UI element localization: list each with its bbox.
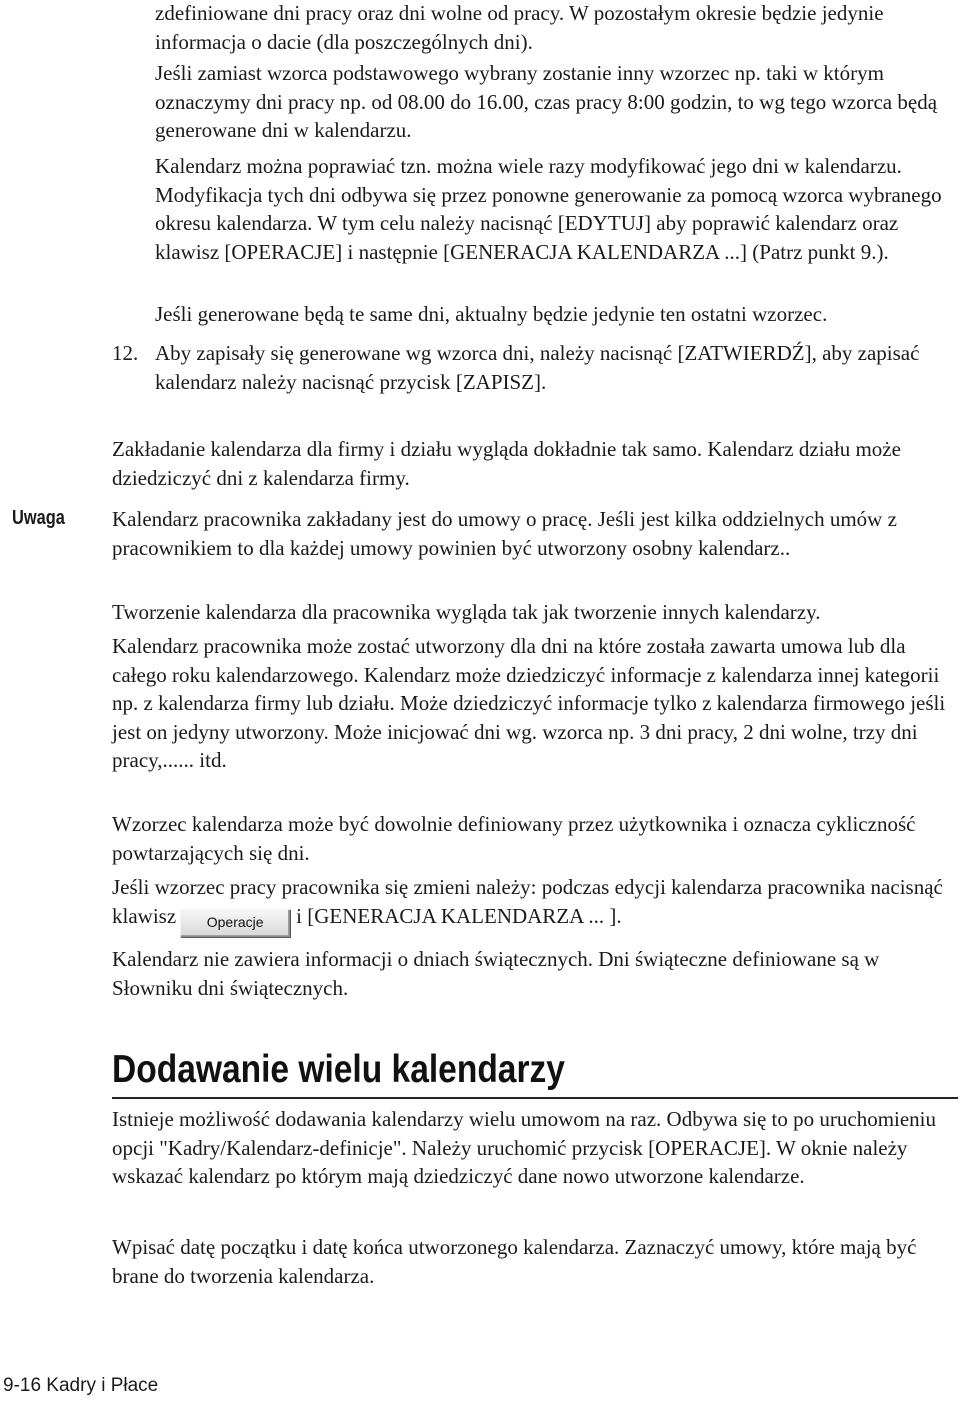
note-inheritance: Kalendarz pracownika może zostać utworzony dla dni na które została zawarta umowa lub dla całego roku kalendarzowego. Kalendarz może dziedziczyć informacje z kalendarza innej kategorii np. z kalendarza firmy lub działu. Może dziedziczyć informacje tylko z kalendarza firmowego jeśli jest on jedyny utworzony. Może inicjować dni wg. wzorca np. 3 dni pracy, 2 dni wolne, trzy dni pracy,...... itd. [112, 634, 946, 772]
note-creating-employee-calendar: Tworzenie kalendarza dla pracownika wygląda tak jak tworzenie innych kalendarzy. [112, 600, 821, 624]
paragraph-calendar-edit: Kalendarz można poprawiać tzn. można wiele razy modyfikować jego dni w kalendarzu. Modyfikacja tych dni odbywa się przez ponowne generowanie za pomocą wzorca wybranego okresu kalendarza. W tym celu należy nacisnąć [EDYTUJ] aby poprawić kalendarz oraz klawisz [OPERACJE] i następnie [GENERACJA KALENDARZA ...] (Patrz punkt 9.). [155, 154, 942, 264]
operacje-button-image: Operacje [180, 909, 290, 937]
paragraph-last-pattern: Jeśli generowane będą te same dni, aktualny będzie jedynie ten ostatni wzorzec. [155, 302, 828, 326]
note-employee-calendar: Kalendarz pracownika zakładany jest do umowy o pracę. Jeśli jest kilka oddzielnych umów z pracownikiem to dla każdej umowy powinien być utworzony osobny kalendarz.. [112, 507, 897, 560]
note-holidays: Kalendarz nie zawiera informacji o dniach świątecznych. Dni świąteczne definiowane są w Słowniku dni świątecznych. [112, 947, 880, 1000]
section-paragraph-1: Istnieje możliwość dodawania kalendarzy wielu umowom na raz. Odbywa się to po uruchomieniu opcji "Kadry/Kalendarz-definicje". Należy uruchomić przycisk [OPERACJE]. W oknie należy wskazać kalendarz po którym mają dziedziczyć dane nowo utworzone kalendarze. [112, 1107, 937, 1188]
note-company-department: Zakładanie kalendarza dla firmy i działu wygląda dokładnie tak samo. Kalendarz działu może dziedziczyć dni z kalendarza firmy. [112, 437, 901, 490]
section-heading: Dodawanie wielu kalendarzy [112, 1048, 565, 1091]
section-paragraph-2: Wpisać datę początku i datę końca utworzonego kalendarza. Zaznaczyć umowy, które mają być brane do tworzenia kalendarza. [112, 1235, 917, 1288]
note-pattern-definition: Wzorzec kalendarza może być dowolnie definiowany przez użytkownika i oznacza cykliczność powtarzających się dni. [112, 812, 916, 865]
note-pattern-change-text-1: Jeśli wzorzec pracy pracownika się zmieni należy: podczas edycji kalendarza pracownika nacisnąć klawisz [112, 875, 943, 928]
paragraph-alternative-pattern: Jeśli zamiast wzorca podstawowego wybrany zostanie inny wzorzec np. taki w którym oznaczymy dni pracy np. od 08.00 do 16.00, czas pracy 8:00 godzin, to wg tego wzorca będą generowane dni w kalendarzu. [155, 61, 938, 142]
note-pattern-change-text-2: i [GENERACJA KALENDARZA ... ]. [296, 903, 622, 928]
heading-underline [112, 1097, 958, 1099]
paragraph-weekdays-info: zdefiniowane dni pracy oraz dni wolne od pracy. W pozostałym okresie będzie jedynie informacja o dacie (dla poszczególnych dni). [155, 1, 884, 54]
note-pattern-change [112, 873, 950, 937]
step-number: 12. [112, 341, 139, 365]
note-label: Uwaga [12, 507, 65, 529]
page-footer: 9-16 Kadry i Płace [3, 1375, 159, 1396]
step-12-text: Aby zapisały się generowane wg wzorca dni, należy nacisnąć [ZATWIERDŹ], aby zapisać kalendarz należy nacisnąć przycisk [ZAPISZ]. [155, 341, 920, 394]
